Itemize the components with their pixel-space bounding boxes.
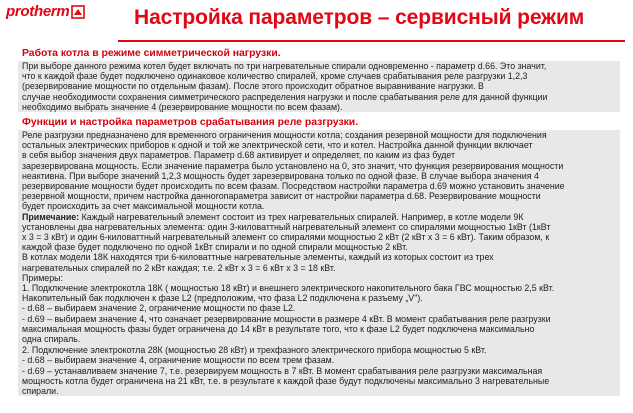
note-label: Примечание: bbox=[22, 211, 80, 222]
section-body-symmetric bbox=[18, 61, 620, 112]
text-line: нагревательных спиралей по 2 кВт каждая; т.е. 2 кВт x 3 = 6 кВт x 3 = 18 кВт. bbox=[22, 262, 336, 273]
text-line: необходимо выбрать значение 4 (резервирование мощности по всем фазам). bbox=[22, 101, 343, 112]
text-line: При выборе данного режима котел будет включать по три нагревательные спирали одновременно - параметр d.66. Это значит, bbox=[22, 61, 547, 71]
text-line: что к каждой фазе будет подключено одинаковое количество спиралей, кроме случаев срабатывания реле разгрузки 1,2,3 bbox=[22, 71, 528, 82]
text-line: x 3 = 3 кВт) и один 6-киловаттный нагревательный элемент со спиралями мощностью 2 кВт (2 кВт x 3 = 6 кВт). Таким образом, к bbox=[22, 232, 550, 243]
text-line: будет происходить за счет максимальной мощности котла. bbox=[22, 201, 265, 212]
document-content bbox=[22, 47, 620, 396]
note-line bbox=[22, 212, 620, 222]
text-line: резервирование мощности будет происходить по всем фазам. Посредством настройки параметра d.69 можно установить значение bbox=[22, 181, 565, 192]
note-text: Каждый нагревательный элемент состоит из трех нагревательных спиралей. Например, в котле модели 9К bbox=[79, 211, 524, 222]
text-line: резервной мощности, причем настройка данногопараметра зависит от настройки параметра d.68. Резервирование мощности bbox=[22, 191, 541, 202]
section-heading-relay: Функции и настройка параметров срабатывания реле разгрузки. bbox=[22, 117, 359, 129]
text-line: остальных электрических приборов к одной и той же электрической сети, что и котел. Настройка данной функции включает bbox=[22, 140, 533, 151]
text-line: в себя выбор значения двух параметров. Параметр d.68 активирует и определяет, по каким из фаз будет bbox=[22, 150, 456, 161]
section-heading-symmetric: Работа котла в режиме симметрической нагрузки. bbox=[22, 48, 281, 59]
page-title: Настройка параметров – сервисный режим bbox=[134, 6, 585, 29]
text-line: максимальная мощность фазы будет ограничена до 14 кВт в результате того, что к фазе L2 будет подключена максимально bbox=[22, 323, 535, 334]
text-line: зарезервирована мощность. Если значение параметра было установлено на 0, это значит, что функция резервирования мощности bbox=[22, 160, 564, 171]
section-body-relay bbox=[18, 130, 620, 396]
text-line: спирали. bbox=[22, 386, 59, 397]
logo-text: protherm bbox=[6, 3, 70, 20]
text-line: случае необходимости сохранения симметрического распределения нагрузки и после срабатывания реле для данной функции bbox=[22, 91, 548, 102]
boiler-logo-icon bbox=[71, 5, 85, 24]
text-line: неактивна. При выборе значений 1,2,3 мощность будет зарезервирована только по одной фазе. В случае выбора значения 4 bbox=[22, 170, 539, 181]
text-line: - d.68 – выбираем значение 2, ограничение мощности по фазе L2. bbox=[22, 303, 296, 314]
text-line: каждой фазе будет подключено по одной 1кВт спирали и по одной спирали мощностью 2 кВт. bbox=[22, 242, 408, 253]
text-line: В котлах модели 18К находятся три 6-киловаттные нагревательные элементы, каждый из которых состоит из трех bbox=[22, 252, 494, 263]
text-line: Накопительный бак подключен к фазе L2 (предположим, что фаза L2 подключена к разъему „V"). bbox=[22, 293, 423, 304]
text-line: одна спираль. bbox=[22, 334, 81, 345]
text-line: 1. Подключение электрокотла 18К ( мощностью 18 кВт) и внешнего электрического накопительного бака ГВС мощностью 2,5 кВт. bbox=[22, 283, 555, 294]
protherm-logo bbox=[6, 4, 118, 38]
title-divider bbox=[118, 40, 625, 42]
examples-label: Примеры: bbox=[22, 272, 63, 283]
text-line: (резервирование мощности по отдельным фазам). После этого происходит обратное выравнивание нагрузки. В bbox=[22, 81, 484, 92]
text-line: Реле разгрузки предназначено для временного ограничения мощности котла; создания резервной мощности для подключения bbox=[22, 130, 547, 141]
text-line: установлены два нагревательных элемента: один 3-киловаттный нагревательный элемент со спиралями мощностью 1кВт (1кВт bbox=[22, 221, 551, 232]
text-line: 2. Подключение электрокотла 28К (мощностью 28 кВт) и трехфазного электрического прибора мощностью 5 кВт. bbox=[22, 345, 487, 356]
text-line: - d.68 – выбираем значение 4, ограничение мощности по всем трем фазам. bbox=[22, 355, 335, 366]
text-line: - d.69 – устанавливаем значение 7, т.е. резервируем мощность в 7 кВт. В момент срабатывания реле разгрузки максимальная bbox=[22, 365, 543, 376]
text-line: - d.69 – выбираем значение 4, что означает резервирование мощности в размере 4 кВт. В момент срабатывания реле разгрузки bbox=[22, 313, 551, 324]
text-line: мощность котла будет ограничена на 21 кВт, т.е. в результате к каждой фазе будут подключены максимально 3 нагревательные bbox=[22, 375, 550, 386]
